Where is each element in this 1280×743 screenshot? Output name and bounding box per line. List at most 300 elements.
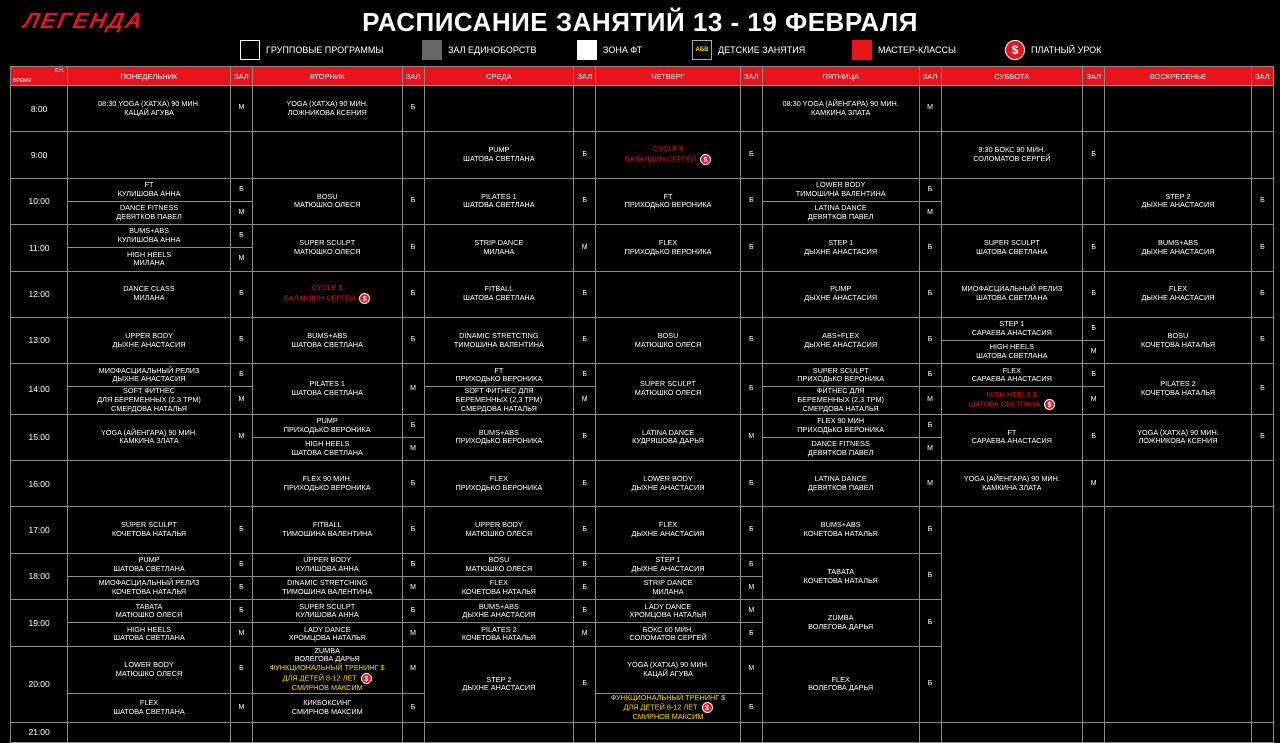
hall-cell: Б bbox=[230, 225, 252, 248]
class-name: PILATES 2 bbox=[1160, 379, 1196, 389]
empty-cell bbox=[762, 132, 919, 178]
class-line: КАЦАЙ АГУВА bbox=[124, 107, 174, 117]
time-slot: 18:00 bbox=[11, 553, 68, 599]
class-line: МАТЮШКО ОЛЕСЯ bbox=[465, 529, 533, 539]
class-cell[interactable] bbox=[941, 461, 1083, 507]
class-name: HIGH HEELS bbox=[126, 249, 172, 259]
class-line: ХРОМЦОВА НАТАЛЬЯ bbox=[288, 633, 366, 643]
class-cell[interactable] bbox=[596, 461, 741, 507]
class-name: STEP 1 bbox=[655, 555, 681, 565]
hall-cell: Б bbox=[402, 178, 424, 224]
class-line: КОЧЕТОВА НАТАЛЬЯ bbox=[461, 587, 536, 597]
class-line: КОЧЕТОВА НАТАЛЬЯ bbox=[112, 587, 187, 597]
class-line: КУЛИШОВА АННА bbox=[295, 610, 359, 620]
class-cell[interactable] bbox=[762, 201, 919, 224]
class-line: СМИРНОВ МАКСИМ bbox=[632, 712, 704, 722]
class-cell[interactable] bbox=[68, 317, 231, 363]
class-cell[interactable] bbox=[1105, 271, 1252, 317]
time-slot: 16:00 bbox=[11, 461, 68, 507]
class-cell[interactable] bbox=[762, 437, 919, 460]
class-cell[interactable] bbox=[68, 693, 231, 723]
class-cell[interactable] bbox=[68, 248, 231, 271]
empty-cell bbox=[762, 723, 919, 743]
empty-cell bbox=[941, 507, 1083, 723]
class-cell[interactable] bbox=[424, 461, 574, 507]
class-cell[interactable] bbox=[762, 317, 919, 363]
class-line: ПРИХОДЬКО ВЕРОНИКА bbox=[283, 424, 371, 434]
hall-cell: Б bbox=[230, 271, 252, 317]
class-name: FLEX bbox=[831, 674, 850, 684]
class-line: ДЫХНЕ АНАСТАСИЯ bbox=[631, 563, 705, 573]
class-cell[interactable] bbox=[68, 201, 231, 224]
time-slot: 9:00 bbox=[11, 132, 68, 178]
class-line: БЕРЕМЕННЫХ (2,3 ТРМ) bbox=[455, 395, 543, 405]
class-cell[interactable] bbox=[941, 317, 1083, 340]
class-line: ПРИХОДЬКО ВЕРОНИКА bbox=[455, 374, 543, 384]
hall-header: ЗАЛ bbox=[1083, 67, 1105, 86]
header-row bbox=[11, 67, 1274, 86]
time-slot: 17:00 bbox=[11, 507, 68, 553]
class-cell[interactable] bbox=[68, 414, 231, 460]
hall-header: ЗАЛ bbox=[919, 67, 941, 86]
hall-cell bbox=[740, 86, 762, 132]
class-cell[interactable] bbox=[1105, 178, 1252, 224]
class-cell[interactable] bbox=[68, 623, 231, 646]
class-name: BUMS+ABS bbox=[820, 520, 861, 530]
hall-cell: Б bbox=[1251, 225, 1273, 271]
hall-cell: Б bbox=[402, 414, 424, 437]
class-cell[interactable] bbox=[424, 225, 574, 271]
class-name: FLEX bbox=[658, 520, 678, 530]
legend-label: ЗАЛ ЕДИНОБОРСТВ bbox=[448, 45, 537, 55]
class-line: ШАТОВА СВЕТЛАНА bbox=[463, 154, 535, 164]
class-cell[interactable] bbox=[68, 387, 231, 414]
class-line: ДЫХНЕ АНАСТАСИЯ bbox=[804, 339, 878, 349]
class-cell[interactable] bbox=[424, 178, 574, 224]
class-line: ТИМОШИНА ВАЛЕНТИНА bbox=[453, 339, 544, 349]
class-name: BUMS+ABS bbox=[478, 601, 519, 611]
class-line: ПРИХОДЬКО ВЕРОНИКА bbox=[624, 200, 712, 210]
class-name: YOGA (ХАТХА) 90 МИН. bbox=[627, 659, 709, 669]
time-slot: 19:00 bbox=[11, 600, 68, 646]
empty-cell bbox=[941, 86, 1083, 132]
schedule-row bbox=[11, 364, 1274, 387]
class-cell[interactable] bbox=[68, 364, 231, 387]
class-cell[interactable] bbox=[941, 225, 1083, 271]
class-cell[interactable] bbox=[252, 646, 402, 693]
class-line: БАЛАНДИН СЕРГЕЙ $ bbox=[255, 293, 400, 304]
class-line: ВОЛЕГОВА ДАРЬЯ bbox=[294, 654, 360, 664]
class-cell[interactable] bbox=[596, 646, 741, 693]
class-name: FLEX 90 МИН. bbox=[302, 474, 352, 483]
hall-cell: Б bbox=[574, 553, 596, 576]
hall-cell bbox=[574, 86, 596, 132]
schedule-row bbox=[11, 86, 1274, 109]
class-line: ДЫХНЕ АНАСТАСИЯ bbox=[112, 339, 186, 349]
hall-cell: М bbox=[230, 201, 252, 224]
class-line: ДЫХНЕ АНАСТАСИЯ bbox=[631, 529, 705, 539]
class-cell[interactable] bbox=[252, 178, 402, 224]
class-name: FLEX bbox=[1002, 365, 1021, 375]
class-cell[interactable] bbox=[252, 600, 402, 623]
hall-cell: Б bbox=[1083, 317, 1105, 340]
class-cell[interactable] bbox=[252, 414, 402, 437]
class-cell[interactable] bbox=[68, 271, 231, 317]
class-name: PUMP bbox=[316, 416, 338, 426]
class-line: ДЫХНЕ АНАСТАСИЯ bbox=[462, 610, 536, 620]
class-name: PUMP bbox=[138, 555, 160, 565]
class-cell[interactable] bbox=[596, 553, 741, 576]
class-name: BOSU bbox=[657, 330, 679, 340]
hall-cell: М bbox=[1083, 387, 1105, 414]
class-name: LATINA DANCE bbox=[814, 203, 867, 213]
class-line: ЛОЖНИКОВА КСЕНИЯ bbox=[287, 107, 367, 117]
class-cell[interactable] bbox=[252, 553, 402, 576]
schedule-body bbox=[11, 86, 1274, 743]
class-name: PILATES 1 bbox=[481, 191, 517, 201]
class-cell[interactable] bbox=[762, 387, 919, 414]
class-cell[interactable] bbox=[762, 553, 919, 599]
hall-cell: Б bbox=[1083, 132, 1105, 178]
hall-cell bbox=[402, 132, 424, 178]
class-cell[interactable] bbox=[252, 271, 402, 317]
schedule-row bbox=[11, 178, 1274, 201]
class-cell[interactable] bbox=[762, 507, 919, 553]
class-cell[interactable] bbox=[762, 225, 919, 271]
class-cell[interactable] bbox=[596, 693, 741, 723]
class-cell[interactable] bbox=[252, 693, 402, 723]
class-name: BUMS+ABS bbox=[307, 330, 348, 340]
corner-day-label: Д.Н. bbox=[54, 68, 65, 74]
class-cell[interactable] bbox=[941, 414, 1083, 460]
class-cell[interactable] bbox=[252, 507, 402, 553]
class-cell[interactable] bbox=[762, 178, 919, 201]
class-cell[interactable] bbox=[762, 414, 919, 437]
class-name: BOSU bbox=[316, 191, 338, 201]
class-cell[interactable] bbox=[762, 271, 919, 317]
class-cell[interactable] bbox=[424, 623, 574, 646]
class-line: САРАЕВА АНАСТАСИЯ bbox=[971, 436, 1052, 446]
hall-cell: М bbox=[230, 86, 252, 132]
class-name: SUPER SCULPT bbox=[983, 238, 1040, 248]
empty-cell bbox=[1105, 132, 1252, 178]
class-line: СМИРНОВ МАКСИМ bbox=[291, 682, 363, 692]
class-name: STRIP DANCE bbox=[643, 578, 693, 588]
class-line: КОЧЕТОВА НАТАЛЬЯ bbox=[1140, 339, 1216, 349]
paid-lesson-icon: $ bbox=[700, 154, 711, 165]
class-cell[interactable] bbox=[424, 600, 574, 623]
class-cell[interactable] bbox=[762, 364, 919, 387]
class-line: ШАТОВА СВЕТЛАНА bbox=[291, 339, 363, 349]
class-line: БАЛАНДИН СЕРГЕЙ $ bbox=[598, 154, 738, 165]
class-line: КОЧЕТОВА НАТАЛЬЯ bbox=[461, 633, 536, 643]
class-cell[interactable] bbox=[1105, 317, 1252, 363]
class-cell[interactable] bbox=[1105, 364, 1252, 414]
class-line: ШАТОВА СВЕТЛАНА bbox=[463, 293, 535, 303]
hall-cell bbox=[1083, 178, 1105, 224]
hall-cell bbox=[919, 723, 941, 743]
legend-item-kids bbox=[692, 40, 805, 60]
hall-cell: М bbox=[402, 437, 424, 460]
class-cell[interactable] bbox=[596, 623, 741, 646]
class-cell[interactable] bbox=[762, 86, 919, 132]
class-cell[interactable] bbox=[424, 553, 574, 576]
class-cell[interactable] bbox=[68, 225, 231, 248]
class-line: СМЕРДОВА НАТАЛЬЯ bbox=[802, 403, 879, 413]
class-name: ФУНКЦИОНАЛЬНЫЙ ТРЕНИНГ $ bbox=[610, 692, 726, 702]
time-slot: 21:00 bbox=[11, 723, 68, 743]
hall-cell: Б bbox=[919, 646, 941, 723]
hall-cell: М bbox=[230, 248, 252, 271]
hall-cell: Б bbox=[919, 414, 941, 437]
hall-cell: Б bbox=[230, 553, 252, 576]
class-cell[interactable] bbox=[68, 577, 231, 600]
hall-cell bbox=[1083, 86, 1105, 132]
hall-cell: Б bbox=[919, 271, 941, 317]
class-line: ШАТОВА СВЕТЛАНА bbox=[291, 447, 363, 457]
class-line: ШАТОВА СВЕТЛАНА bbox=[291, 387, 363, 397]
class-name: ZUMBA bbox=[827, 613, 854, 623]
hall-cell: Б bbox=[574, 317, 596, 363]
class-cell[interactable] bbox=[68, 553, 231, 576]
hall-cell: М bbox=[402, 646, 424, 693]
class-line: ПРИХОДЬКО ВЕРОНИКА bbox=[455, 436, 543, 446]
hall-cell: Б bbox=[740, 364, 762, 414]
hall-cell bbox=[740, 723, 762, 743]
hall-cell: Б bbox=[1251, 317, 1273, 363]
empty-cell bbox=[252, 723, 402, 743]
class-name: STEP 2 bbox=[486, 674, 512, 684]
class-cell[interactable] bbox=[424, 271, 574, 317]
class-line: ДЛЯ ДЕТЕЙ 8-12 ЛЕТ $ bbox=[255, 673, 400, 684]
day-header-sunday: ВОСКРЕСЕНЬЕ bbox=[1105, 67, 1252, 86]
class-line: ДЫХНЕ АНАСТАСИЯ bbox=[804, 293, 878, 303]
hall-cell: Б bbox=[740, 317, 762, 363]
class-name: FLEX bbox=[489, 474, 508, 483]
hall-cell: М bbox=[230, 387, 252, 414]
class-line: ШАТОВА СВЕТЛАНА bbox=[113, 706, 185, 716]
class-cell[interactable] bbox=[596, 577, 741, 600]
hall-cell: М bbox=[740, 600, 762, 623]
class-cell[interactable] bbox=[252, 86, 402, 132]
class-cell[interactable] bbox=[1105, 225, 1252, 271]
class-name: STEP 2 bbox=[1165, 191, 1191, 201]
class-name: CYCLE $ bbox=[652, 144, 684, 154]
legend-swatch-kids: АБВ bbox=[692, 40, 712, 60]
class-name: YOGA (АЙЕНГАРА) 90 МИН. bbox=[963, 474, 1060, 483]
class-name: LOWER BODY bbox=[815, 180, 866, 190]
class-line: СОЛОМАТОВ СЕРГЕЙ bbox=[629, 633, 707, 643]
schedule-row bbox=[11, 507, 1274, 530]
class-name: ABS+FLEX bbox=[822, 330, 860, 340]
hall-cell: Б bbox=[574, 577, 596, 600]
class-name: МИОФАСЦИАЛЬНЫЙ РЕЛИЗ bbox=[98, 578, 200, 588]
class-line: КОЧЕТОВА НАТАЛЬЯ bbox=[112, 529, 187, 539]
hall-cell: М bbox=[402, 364, 424, 414]
hall-cell: Б bbox=[1083, 364, 1105, 387]
class-cell[interactable] bbox=[424, 414, 574, 460]
class-cell[interactable] bbox=[424, 577, 574, 600]
class-line: КАМКИНА ЗЛАТА bbox=[119, 436, 179, 446]
hall-cell: Б bbox=[740, 225, 762, 271]
class-name: UPPER BODY bbox=[125, 330, 173, 340]
hall-cell bbox=[230, 132, 252, 178]
class-cell[interactable] bbox=[424, 646, 574, 723]
class-name: МИОФАСЦИАЛЬНЫЙ РЕЛИЗ bbox=[98, 365, 200, 375]
class-cell[interactable] bbox=[68, 646, 231, 693]
empty-cell bbox=[596, 271, 741, 317]
class-cell[interactable] bbox=[596, 600, 741, 623]
class-cell[interactable] bbox=[941, 132, 1083, 178]
class-line: ПРИХОДЬКО ВЕРОНИКА bbox=[283, 482, 371, 492]
class-cell[interactable] bbox=[424, 364, 574, 387]
class-name: HIGH HEELS bbox=[305, 439, 350, 449]
class-line: ШАТОВА СВЕТЛАНА bbox=[976, 351, 1048, 361]
class-cell[interactable] bbox=[596, 225, 741, 271]
class-name: YOGA (ХАТХА) 90 МИН. bbox=[286, 98, 369, 108]
class-line: БЕРЕМЕННЫХ (2,3 ТРМ) bbox=[797, 395, 884, 405]
class-name: SOFT ФИТНЕС ДЛЯ bbox=[464, 386, 534, 396]
class-line: ДЛЯ БЕРЕМЕННЫХ (2,3 ТРМ) bbox=[97, 395, 201, 405]
class-cell[interactable] bbox=[424, 507, 574, 553]
hall-cell: Б bbox=[919, 553, 941, 599]
hall-cell: Б bbox=[574, 414, 596, 460]
hall-cell: М bbox=[230, 414, 252, 460]
class-line: СМЕРДОВА НАТАЛЬЯ bbox=[111, 403, 188, 413]
hall-cell: М bbox=[919, 86, 941, 132]
class-cell[interactable] bbox=[252, 577, 402, 600]
class-cell[interactable] bbox=[252, 225, 402, 271]
class-name: МИОФАСЦИАЛЬНЫЙ РЕЛИЗ bbox=[961, 284, 1063, 294]
class-cell[interactable] bbox=[424, 132, 574, 178]
class-cell[interactable] bbox=[424, 317, 574, 363]
class-line: ДЕВЯТКОВ ПАВЕЛ bbox=[116, 212, 182, 222]
hall-cell: Б bbox=[740, 132, 762, 178]
day-header-monday: ПОНЕДЕЛЬНИК bbox=[68, 67, 231, 86]
class-cell[interactable] bbox=[762, 461, 919, 507]
class-name: LADY DANCE bbox=[644, 601, 692, 611]
hall-cell: Б bbox=[740, 507, 762, 553]
empty-cell bbox=[941, 178, 1083, 224]
hall-cell: Б bbox=[919, 317, 941, 363]
class-name: FT bbox=[1007, 427, 1017, 437]
class-line: МАТЮШКО ОЛЕСЯ bbox=[115, 610, 183, 620]
class-name: YOGA (АЙЕНГАРА) 90 МИН. bbox=[100, 427, 198, 437]
hall-cell: Б bbox=[402, 86, 424, 132]
class-cell[interactable] bbox=[762, 646, 919, 723]
hall-cell: Б bbox=[919, 507, 941, 553]
class-cell[interactable] bbox=[252, 364, 402, 414]
class-name: FLEX bbox=[1168, 284, 1188, 294]
class-name: SUPER SCULPT bbox=[812, 365, 869, 375]
class-cell[interactable] bbox=[252, 317, 402, 363]
corner-cell bbox=[11, 67, 68, 86]
class-name: YOGA (ХАТХА) 90 МИН. bbox=[1137, 427, 1219, 437]
hall-cell: Б bbox=[740, 693, 762, 723]
hall-cell: Б bbox=[230, 317, 252, 363]
class-name: SUPER SCULPT bbox=[640, 379, 697, 389]
hall-header: ЗАЛ bbox=[402, 67, 424, 86]
class-cell[interactable] bbox=[941, 387, 1083, 414]
hall-cell: Б bbox=[574, 364, 596, 387]
class-cell[interactable] bbox=[596, 507, 741, 553]
class-name: PUMP bbox=[488, 145, 510, 155]
hall-cell bbox=[1251, 132, 1273, 178]
class-cell[interactable] bbox=[596, 132, 741, 178]
class-name: HIGH HEELS bbox=[126, 624, 172, 634]
legend-item-group bbox=[240, 40, 383, 60]
class-line: КУЛИШОВА АННА bbox=[117, 188, 181, 198]
class-name: SOFT ФИТНЕС bbox=[123, 386, 176, 396]
class-name: TABATA bbox=[827, 566, 855, 576]
class-name: DANCE FITNESS bbox=[119, 203, 179, 213]
hall-cell bbox=[1251, 86, 1273, 132]
class-cell[interactable] bbox=[68, 178, 231, 201]
hall-cell: Б bbox=[402, 600, 424, 623]
class-cell[interactable] bbox=[596, 178, 741, 224]
class-name: DANCE FITNESS bbox=[811, 439, 870, 449]
empty-cell bbox=[1105, 86, 1252, 132]
page-title: РАСПИСАНИЕ ЗАНЯТИЙ 13 - 19 ФЕВРАЛЯ bbox=[362, 7, 918, 37]
class-name: HIGH HEELS bbox=[989, 342, 1034, 352]
class-line: МАТЮШКО ОЛЕСЯ bbox=[293, 200, 361, 210]
hall-cell: Б bbox=[402, 317, 424, 363]
class-line: ДЫХНЕ АНАСТАСИЯ bbox=[1141, 246, 1215, 256]
hall-cell bbox=[230, 461, 252, 507]
class-cell[interactable] bbox=[941, 271, 1083, 317]
empty-cell bbox=[68, 461, 231, 507]
class-line: ВОЛЕГОВА ДАРЬЯ bbox=[808, 683, 874, 693]
class-line: ДЕВЯТКОВ ПАВЕЛ bbox=[807, 212, 874, 222]
class-line: ШАТОВА СВЕТЛАНА bbox=[463, 200, 535, 210]
class-name: FT bbox=[494, 365, 504, 375]
class-cell[interactable] bbox=[596, 317, 741, 363]
hall-cell: М bbox=[574, 387, 596, 414]
class-line: КОЧЕТОВА НАТАЛЬЯ bbox=[1140, 387, 1216, 397]
class-cell[interactable] bbox=[68, 507, 231, 553]
class-cell[interactable] bbox=[424, 387, 574, 414]
class-cell[interactable] bbox=[252, 623, 402, 646]
class-name: LADY DANCE bbox=[303, 624, 351, 634]
class-name: БОКС 60 МИН. bbox=[642, 624, 694, 634]
hall-cell bbox=[1251, 507, 1273, 723]
class-cell[interactable] bbox=[68, 86, 231, 132]
paid-lesson-icon: $ bbox=[359, 293, 370, 304]
hall-cell bbox=[740, 271, 762, 317]
class-cell[interactable] bbox=[596, 414, 741, 460]
brand-logo: ЛЕГЕНДА bbox=[21, 8, 147, 33]
hall-cell bbox=[1251, 723, 1273, 743]
class-cell[interactable] bbox=[252, 461, 402, 507]
class-line: ПРИХОДЬКО ВЕРОНИКА bbox=[624, 246, 712, 256]
class-cell[interactable] bbox=[252, 437, 402, 460]
class-cell[interactable] bbox=[596, 364, 741, 414]
class-cell[interactable] bbox=[941, 364, 1083, 387]
empty-cell bbox=[424, 86, 574, 132]
hall-cell: Б bbox=[230, 600, 252, 623]
class-cell[interactable] bbox=[941, 341, 1083, 364]
empty-cell bbox=[1105, 461, 1252, 507]
class-name: STEP 1 bbox=[999, 319, 1025, 329]
class-cell[interactable] bbox=[68, 600, 231, 623]
empty-cell bbox=[941, 723, 1083, 743]
class-cell[interactable] bbox=[762, 600, 919, 646]
hall-cell: Б bbox=[919, 178, 941, 201]
class-cell[interactable] bbox=[1105, 414, 1252, 460]
class-name: КИКБОКСИНГ bbox=[303, 698, 352, 708]
class-name: PILATES 1 bbox=[309, 379, 345, 389]
day-header-tuesday: ВТОРНИК bbox=[252, 67, 402, 86]
